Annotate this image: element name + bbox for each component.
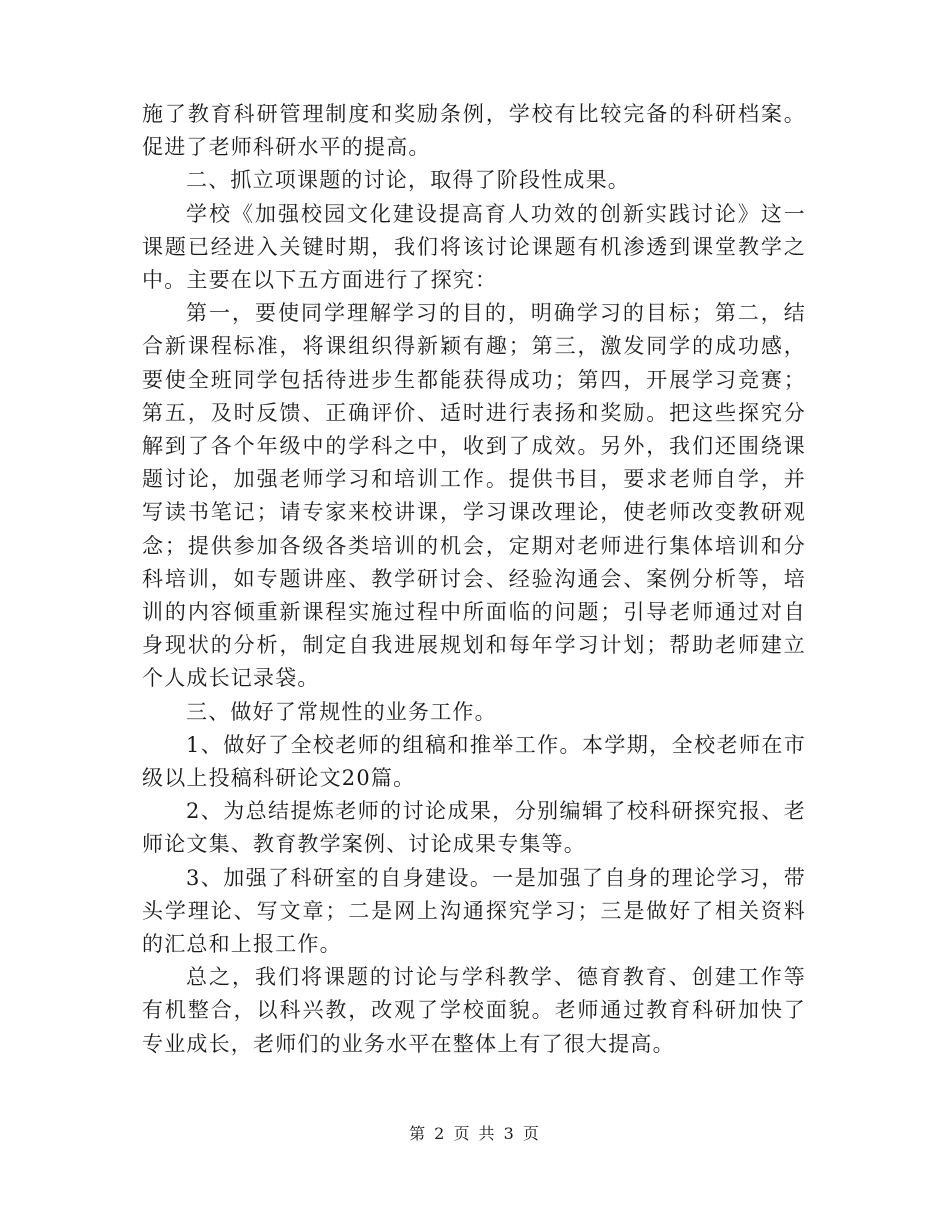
list-item-3: 3、加强了科研室的自身建设。一是加强了自身的理论学习，带头学理论、写文章；二是网上沟通探究学习；三是做好了相关资料的汇总和上报工作。	[142, 865, 806, 957]
paragraph-project-intro: 学校《加强校园文化建设提高育人功效的创新实践讨论》这一课题已经进入关键时期，我们将该讨论课题有机渗透到课堂教学之中。主要在以下五方面进行了探究：	[142, 201, 806, 293]
section-heading-2: 二、抓立项课题的讨论，取得了阶段性成果。	[186, 168, 630, 193]
list-item-2: 2、为总结提炼老师的讨论成果，分别编辑了校科研探究报、老师论文集、教育教学案例、讨论成果专集等。	[142, 799, 806, 857]
paragraph-summary: 总之，我们将课题的讨论与学科教学、德育教育、创建工作等有机整合，以科兴教，改观了学校面貌。老师通过教育科研加快了专业成长，老师们的业务水平在整体上有了很大提高。	[142, 965, 806, 1056]
paragraph-continuation: 施了教育科研管理制度和奖励条例，学校有比较完备的科研档案。促进了老师科研水平的提高。	[142, 102, 806, 160]
section-heading-3: 三、做好了常规性的业务工作。	[186, 699, 497, 724]
list-item-1: 1、做好了全校老师的组稿和推举工作。本学期，全校老师在市级以上投稿科研论文20篇。	[142, 732, 806, 791]
page-number-footer: 第 2 页 共 3 页	[409, 1124, 541, 1143]
document-body	[142, 98, 806, 1061]
paragraph-five-aspects: 第一，要使同学理解学习的目的，明确学习的目标；第二，结合新课程标准，将课组织得新颖有趣；第三，激发同学的成功感，要使全班同学包括待进步生都能获得成功；第四，开展学习竞赛；第五，及时反馈、正确评价、适时进行表扬和奖励。把这些探究分解到了各个年级中的学科之中，收到了成效。另外，我们还围绕课题讨论，加强老师学习和培训工作。提供书目，要求老师自学，并写读书笔记；请专家来校讲课，学习课改理论，使老师改变教研观念；提供参加各级各类培训的机会，定期对老师进行集体培训和分科培训，如专题讲座、教学研讨会、经验沟通会、案例分析等，培训的内容倾重新课程实施过程中所面临的问题；引导老师通过对自身现状的分析，制定自我进展规划和每年学习计划；帮助老师建立个人成长记录袋。	[142, 301, 806, 691]
